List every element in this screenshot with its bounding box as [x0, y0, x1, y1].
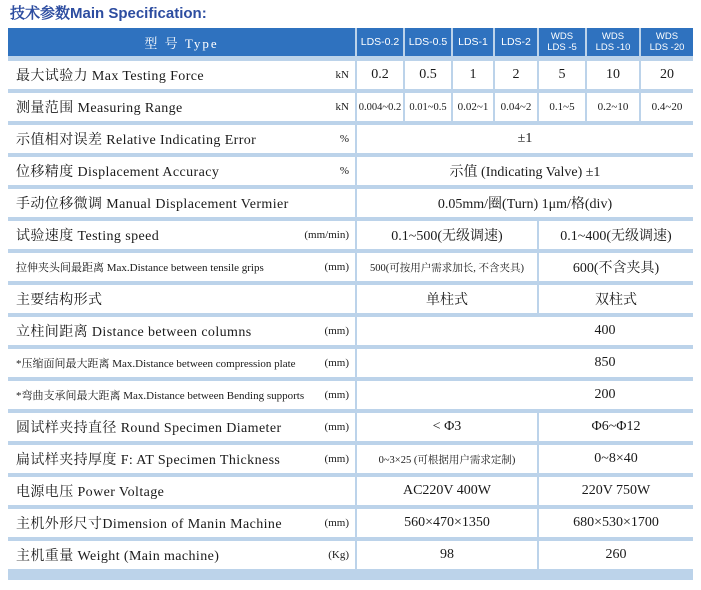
model-name: LDS-1 [458, 35, 488, 48]
row-label: 拉伸夹头间最距离 Max.Distance between tensile grips [8, 253, 355, 281]
value-cell: 200 [357, 381, 693, 409]
row-label: 电源电压 Power Voltage [8, 477, 355, 505]
spec-row [8, 253, 693, 281]
value-cell: 0~8×40 [539, 445, 693, 473]
spec-row [8, 285, 693, 313]
header-row [8, 28, 693, 56]
row-label: 扁试样夹持厚度 F: AT Specimen Thickness [8, 445, 355, 473]
value-cell: 220V 750W [539, 477, 693, 505]
spec-row [8, 509, 693, 537]
row-unit: (mm/min) [304, 229, 349, 241]
model-header [495, 28, 537, 56]
value-cell: 850 [357, 349, 693, 377]
value-cell: 500(可按用户需求加长, 不含夹具) [357, 253, 537, 281]
model-name: WDS [550, 31, 574, 42]
row-unit: kN [335, 69, 349, 81]
model-header [357, 28, 403, 56]
value-cell: AC220V 400W [357, 477, 537, 505]
value-cell: < Φ3 [357, 413, 537, 441]
model-name: LDS-2 [501, 35, 531, 48]
row-unit: % [339, 165, 349, 177]
page-title: 技术参数Main Specification: [10, 5, 207, 22]
spec-row [8, 349, 693, 377]
row-unit: (mm) [308, 445, 355, 473]
value-cell: 双柱式 [539, 285, 693, 313]
spec-row [8, 61, 693, 89]
row-unit: (mm) [308, 413, 355, 441]
value-cell: 0.2 [357, 61, 403, 89]
value-cell: 0.1~5 [539, 93, 585, 121]
row-unit: (mm) [308, 381, 355, 409]
value-cell: ±1 [357, 125, 693, 153]
row-label: 试验速度 Testing speed [8, 221, 355, 249]
row-label: *压缩面间最大距离 Max.Distance between compression plate [8, 349, 355, 377]
model-subname: LDS -10 [595, 42, 631, 53]
model-header [641, 28, 693, 56]
model-name: WDS [601, 31, 625, 42]
type-header: 型 号 Type [8, 28, 355, 56]
spec-table [8, 28, 693, 580]
model-header [587, 28, 639, 56]
value-cell: 1 [453, 61, 493, 89]
spec-row [8, 413, 693, 441]
spec-row [8, 125, 693, 153]
model-name: LDS-0.2 [360, 35, 400, 48]
value-cell: 0.2~10 [587, 93, 639, 121]
spec-row [8, 93, 693, 121]
value-cell: 260 [539, 541, 693, 569]
value-cell: 0.02~1 [453, 93, 493, 121]
value-cell: 0.5 [405, 61, 451, 89]
model-name: LDS-0.5 [408, 35, 448, 48]
row-label: 主要结构形式 [8, 285, 355, 313]
row-unit: % [339, 133, 349, 145]
value-cell: 560×470×1350 [357, 509, 537, 537]
spec-row [8, 157, 693, 185]
row-unit: kN [335, 101, 349, 113]
row-label: 测量范围 Measuring Range [8, 93, 355, 121]
spec-row [8, 541, 693, 569]
model-subname: LDS -5 [547, 42, 577, 53]
model-header [453, 28, 493, 56]
value-cell: 600(不含夹具) [539, 253, 693, 281]
value-cell: 5 [539, 61, 585, 89]
model-name: WDS [655, 31, 679, 42]
value-cell: 20 [641, 61, 693, 89]
value-cell: 2 [495, 61, 537, 89]
value-cell: 0~3×25 (可根据用户需求定制) [357, 445, 537, 473]
value-cell: 0.1~400(无级调速) [539, 221, 693, 249]
value-cell: 10 [587, 61, 639, 89]
value-cell: 400 [357, 317, 693, 345]
spec-row [8, 221, 693, 249]
spec-row [8, 189, 693, 217]
row-unit: (mm) [308, 253, 355, 281]
value-cell: 示值 (Indicating Valve) ±1 [357, 157, 693, 185]
row-label: 最大试验力 Max Testing Force [8, 61, 355, 89]
row-label: 手动位移微调 Manual Displacement Vermier [8, 189, 355, 217]
value-cell: 98 [357, 541, 537, 569]
model-header [539, 28, 585, 56]
spec-row [8, 317, 693, 345]
row-label: 主机外形尺寸Dimension of Manin Machine [8, 509, 355, 537]
value-cell: 0.4~20 [641, 93, 693, 121]
model-header [405, 28, 451, 56]
value-cell: Φ6~Φ12 [539, 413, 693, 441]
row-label: *弯曲支承间最大距离 Max.Distance between Bending supports [8, 381, 355, 409]
spec-row [8, 445, 693, 473]
row-label: 立柱间距离 Distance between columns [8, 317, 355, 345]
row-label: 主机重量 Weight (Main machine) [8, 541, 355, 569]
value-cell: 0.05mm/圈(Turn) 1μm/格(div) [357, 189, 693, 217]
value-cell: 0.04~2 [495, 93, 537, 121]
row-label: 圆试样夹持直径 Round Specimen Diameter [8, 413, 355, 441]
row-unit: (mm) [308, 349, 355, 377]
row-label: 位移精度 Displacement Accuracy [8, 157, 355, 185]
value-cell: 0.1~500(无级调速) [357, 221, 537, 249]
row-unit: (mm) [324, 325, 349, 337]
spec-row [8, 381, 693, 409]
value-cell: 0.004~0.2 [357, 93, 403, 121]
row-label: 示值相对误差 Relative Indicating Error [8, 125, 355, 153]
value-cell: 单柱式 [357, 285, 537, 313]
value-cell: 0.01~0.5 [405, 93, 451, 121]
row-unit: (mm) [308, 509, 355, 537]
spec-row [8, 477, 693, 505]
value-cell: 680×530×1700 [539, 509, 693, 537]
model-subname: LDS -20 [649, 42, 685, 53]
row-unit: (Kg) [308, 541, 355, 569]
